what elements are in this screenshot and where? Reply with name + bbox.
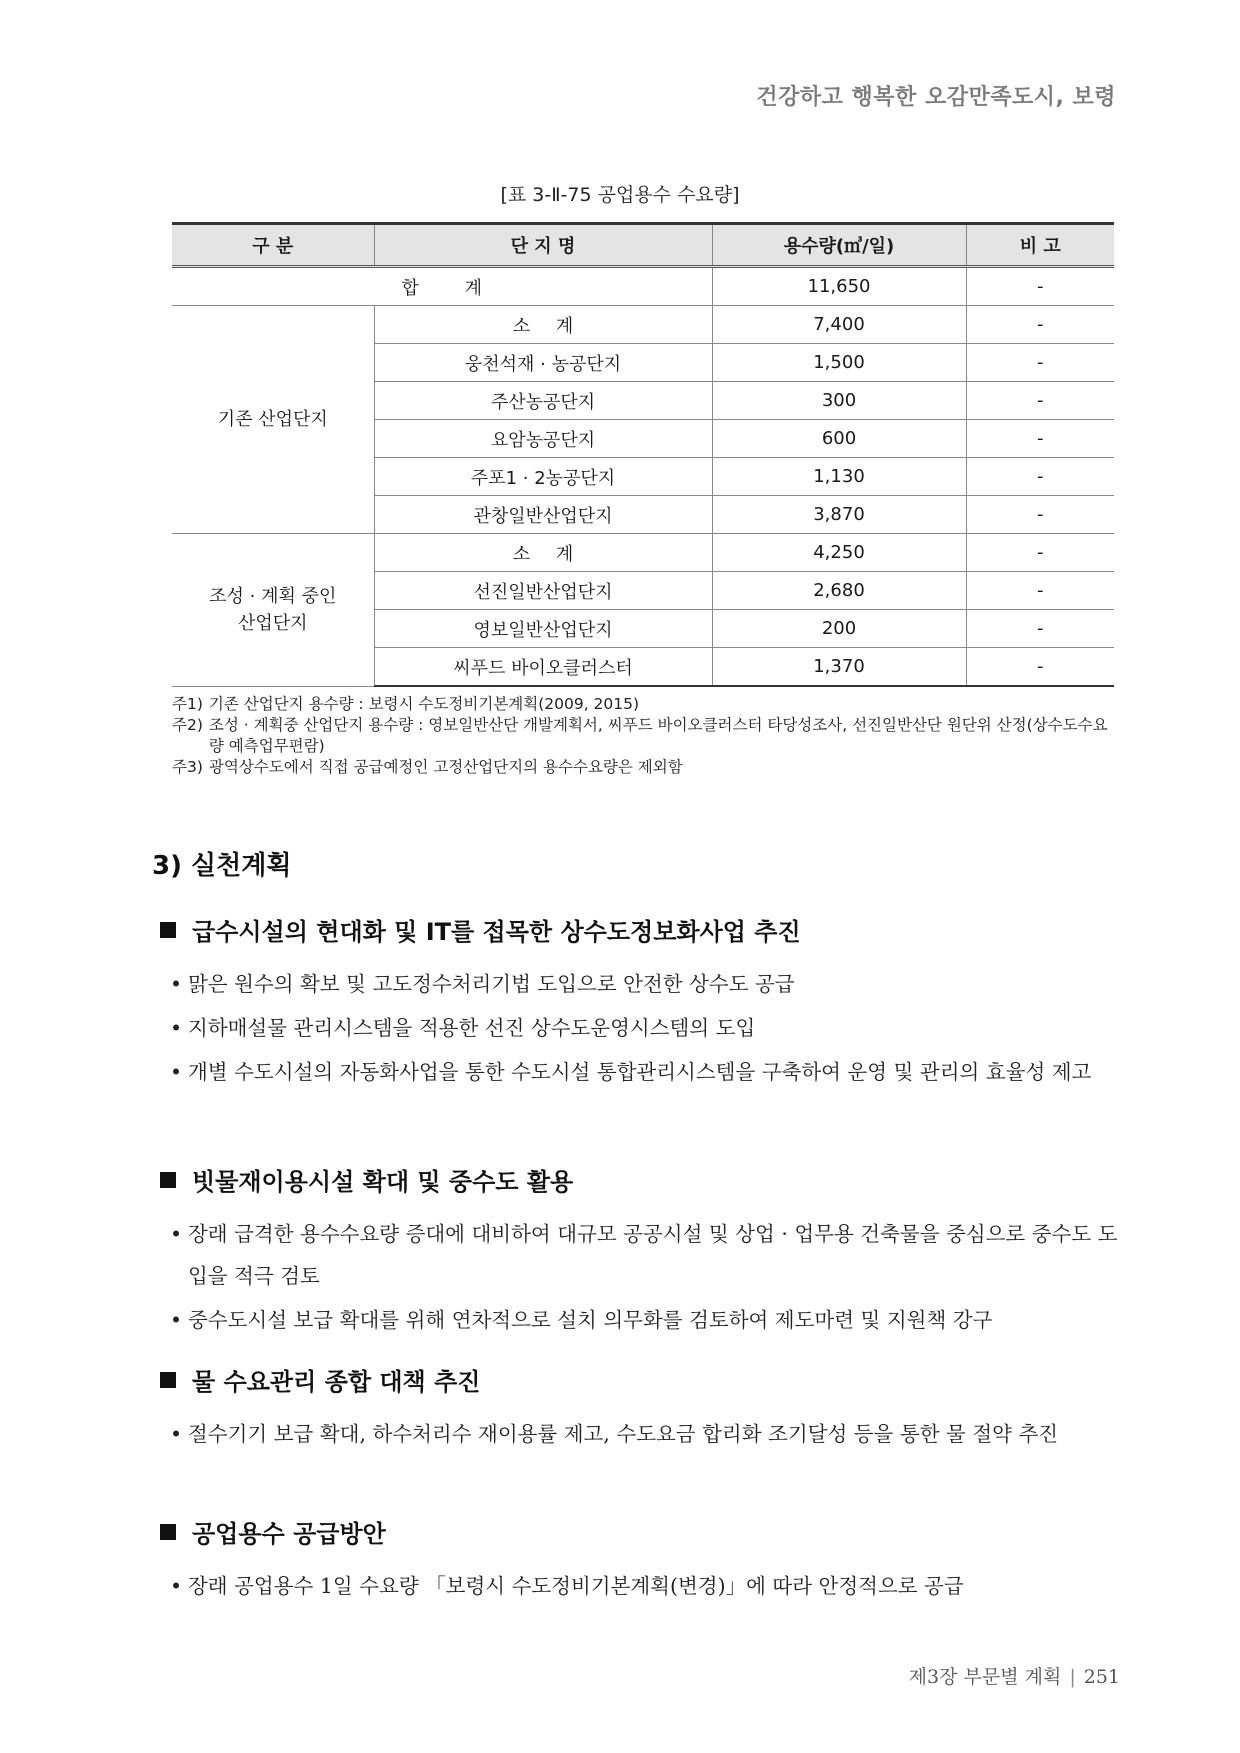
- group-planned-line1: 조성 · 계획 중인: [209, 585, 337, 607]
- water-volume: 600: [712, 420, 966, 458]
- water-volume: 1,130: [712, 458, 966, 496]
- remarks: -: [966, 496, 1114, 534]
- bullet-icon: •: [170, 1422, 183, 1446]
- square-bullet-icon: [160, 1372, 176, 1388]
- subsection-title: 물 수요관리 종합 대책 추진: [192, 1368, 481, 1396]
- page-number: 251: [1083, 1666, 1120, 1688]
- remarks: -: [966, 382, 1114, 420]
- list-item: • 중수도시설 보급 확대를 위해 연차적으로 설치 의무화를 검토하여 제도마련 및 지원책 강구: [160, 1299, 1120, 1341]
- note-2: [172, 715, 1122, 757]
- water-volume: 1,500: [712, 344, 966, 382]
- remarks: -: [966, 306, 1114, 344]
- table-row: [172, 306, 1114, 344]
- water-volume: 200: [712, 610, 966, 648]
- remarks: -: [966, 458, 1114, 496]
- water-volume: 2,680: [712, 572, 966, 610]
- bullet-icon: •: [170, 1574, 183, 1598]
- subsection-4: [160, 1514, 1120, 1609]
- note-tag: 주3): [172, 758, 203, 776]
- list-item: • 지하매설물 관리시스템을 적용한 선진 상수도운영시스템의 도입: [160, 1007, 1120, 1049]
- group-planned-line2: 산업단지: [237, 612, 308, 634]
- note-tag: 주2): [172, 716, 203, 734]
- square-bullet-icon: [160, 1172, 176, 1188]
- note-text: 광역상수도에서 직접 공급예정인 고정산업단지의 용수수요량은 제외함: [208, 758, 683, 776]
- subsection-title: 빗물재이용시설 확대 및 중수도 활용: [192, 1168, 574, 1196]
- footer-separator: |: [1069, 1666, 1076, 1688]
- list-item: • 맑은 원수의 확보 및 고도정수처리기법 도입으로 안전한 상수도 공급: [160, 963, 1120, 1005]
- column-header-remarks: 비 고: [966, 224, 1114, 267]
- note-tag: 주1): [172, 695, 203, 713]
- subsection-heading: [160, 1514, 1120, 1549]
- list-item: • 절수기기 보급 확대, 하수처리수 재이용률 제고, 수도요금 합리화 조기달성 등을 통한 물 절약 추진: [160, 1413, 1120, 1455]
- note-text: 조성 · 계획중 산업단지 용수량 : 영보일반산단 개발계획서, 씨푸드 바이오클러스터 타당성조사, 선진일반산단 원단위 산정(상수도수요량 예측업무편람): [208, 716, 1108, 755]
- complex-name: 씨푸드 바이오클러스터: [374, 648, 712, 687]
- list-item: • 장래 급격한 용수수요량 증대에 대비하여 대규모 공공시설 및 상업 · 업무용 건축물을 중심으로 중수도 도입을 적극 검토: [160, 1213, 1120, 1297]
- water-demand-table: [172, 222, 1114, 687]
- running-header: 건강하고 행복한 오감만족도시, 보령: [756, 85, 1116, 110]
- list-item: • 개별 수도시설의 자동화사업을 통한 수도시설 통합관리시스템을 구축하여 운영 및 관리의 효율성 제고: [160, 1051, 1120, 1093]
- complex-name: 소 계: [374, 306, 712, 344]
- square-bullet-icon: [160, 922, 176, 938]
- remarks: -: [966, 420, 1114, 458]
- column-header-category: 구 분: [172, 224, 374, 267]
- complex-name: 주포1 · 2농공단지: [374, 458, 712, 496]
- remarks: -: [966, 610, 1114, 648]
- table-row: [172, 534, 1114, 572]
- column-header-complex-name: 단 지 명: [374, 224, 712, 267]
- complex-name: 관창일반산업단지: [374, 496, 712, 534]
- table-header-row: [172, 224, 1114, 267]
- complex-name: 요암농공단지: [374, 420, 712, 458]
- subsection-heading: [160, 912, 1120, 947]
- complex-name: 선진일반산업단지: [374, 572, 712, 610]
- complex-name: 소 계: [374, 534, 712, 572]
- subsection-3: [160, 1362, 1120, 1457]
- bullet-icon: •: [170, 972, 183, 996]
- water-volume: 7,400: [712, 306, 966, 344]
- footer-chapter: 제3장 부문별 계획: [908, 1666, 1062, 1688]
- table-caption: [표 3-Ⅱ-75 공업용수 수요량]: [500, 184, 740, 206]
- list-item: • 장래 공업용수 1일 수요량 「보령시 수도정비기본계획(변경)」에 따라 안정적으로 공급: [160, 1565, 1120, 1607]
- total-label: 합 계: [172, 267, 712, 306]
- bullet-icon: •: [170, 1060, 183, 1084]
- section-title: 3) 실천계획: [152, 851, 292, 881]
- table-notes: [172, 694, 1122, 778]
- note-text: 기존 산업단지 용수량 : 보령시 수도정비기본계획(2009, 2015): [208, 695, 640, 713]
- subsection-2: [160, 1162, 1120, 1343]
- subsection-title: 공업용수 공급방안: [192, 1520, 386, 1548]
- bullet-icon: •: [170, 1222, 183, 1246]
- subsection-heading: [160, 1162, 1120, 1197]
- total-note: -: [966, 267, 1114, 306]
- total-value: 11,650: [712, 267, 966, 306]
- remarks: -: [966, 344, 1114, 382]
- water-volume: 1,370: [712, 648, 966, 687]
- remarks: -: [966, 534, 1114, 572]
- water-volume: 300: [712, 382, 966, 420]
- subsection-heading: [160, 1362, 1120, 1397]
- square-bullet-icon: [160, 1524, 176, 1540]
- table-row-total: [172, 267, 1114, 306]
- complex-name: 주산농공단지: [374, 382, 712, 420]
- water-volume: 3,870: [712, 496, 966, 534]
- group-planned: [172, 534, 374, 687]
- group-existing: 기존 산업단지: [172, 306, 374, 534]
- complex-name: 영보일반산업단지: [374, 610, 712, 648]
- bullet-icon: •: [170, 1308, 183, 1332]
- note-1: [172, 694, 1122, 715]
- page-footer: [909, 1662, 1120, 1689]
- bullet-icon: •: [170, 1016, 183, 1040]
- remarks: -: [966, 572, 1114, 610]
- water-volume: 4,250: [712, 534, 966, 572]
- subsection-title: 급수시설의 현대화 및 IT를 접목한 상수도정보화사업 추진: [192, 918, 801, 946]
- column-header-water-volume: 용수량(㎥/일): [712, 224, 966, 267]
- subsection-1: [160, 912, 1120, 1095]
- remarks: -: [966, 648, 1114, 687]
- complex-name: 웅천석재 · 농공단지: [374, 344, 712, 382]
- note-3: [172, 757, 1122, 778]
